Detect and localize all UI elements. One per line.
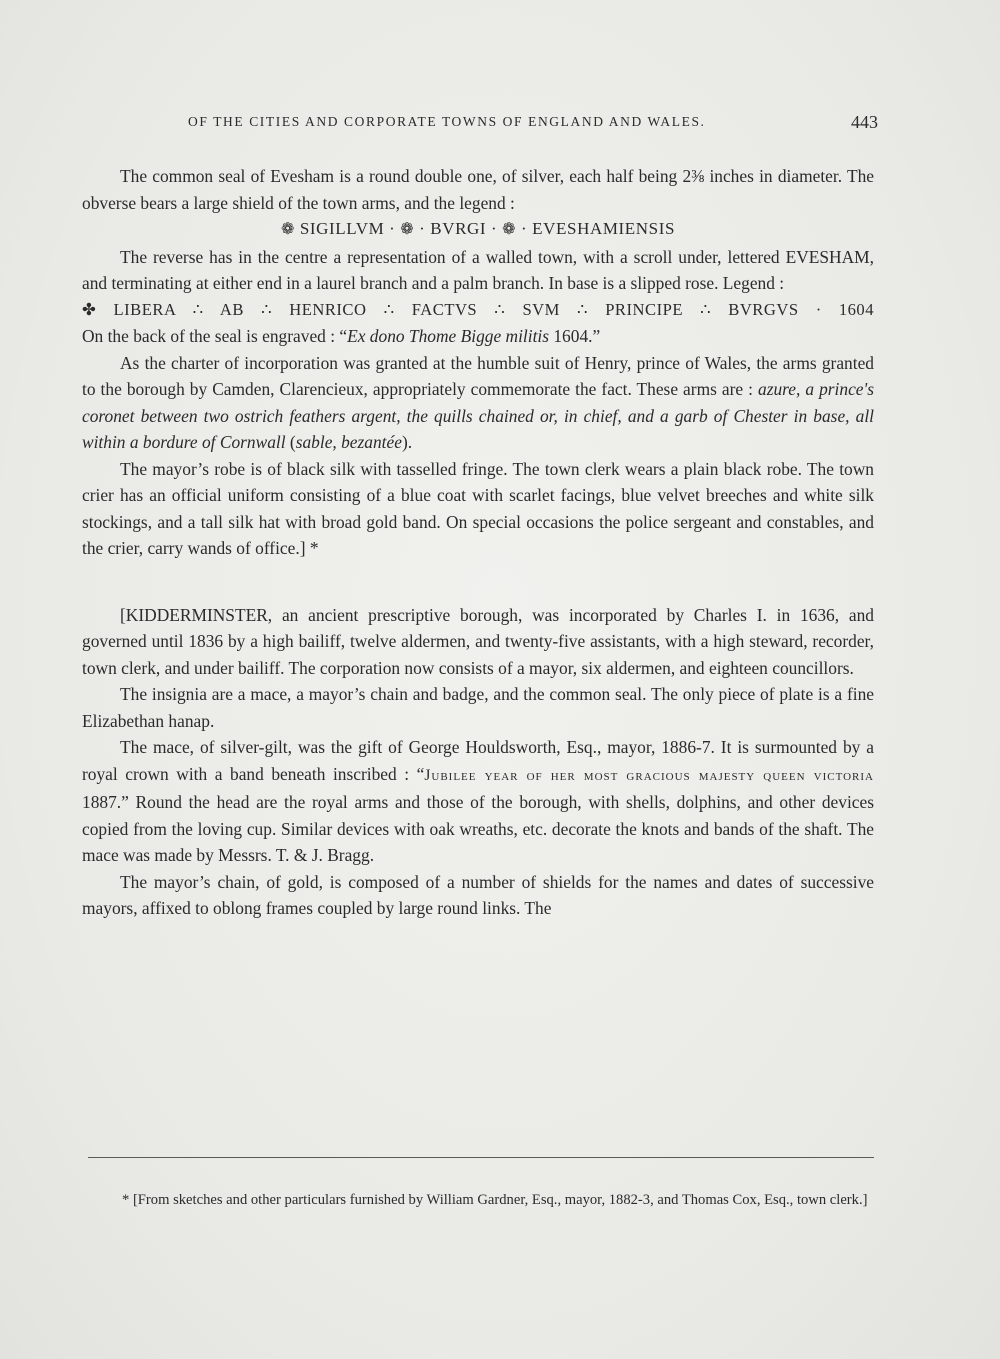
mace-inscription: Jubilee year of her most gracious majesty queen victoria <box>424 766 874 784</box>
robes-paragraph: The mayor’s robe is of black silk with tasselled fringe. The town clerk wears a plain black robe. The town crier has an official uniform consisting of a blue coat with scarlet facings, blue velvet breeches and white silk stockings, and a tall silk hat with broad gold band. On special occasions the police sergeant and constables, and the crier, carry wands of office.] * <box>82 458 874 558</box>
rose-icon: ❁ <box>502 221 517 238</box>
insignia-paragraph: The insignia are a mace, a mayor’s chain and badge, and the common seal. The only piece of plate is a fine Elizabethan hanap. <box>82 684 874 731</box>
rose-icon: ❁ <box>280 221 295 238</box>
obverse-legend: ❁ SIGILLVM · ❁ · BVRGI · ❁ · EVESHAMIENSIS <box>280 219 676 238</box>
footnote-text: * [From sketches and other particulars furnished by William Gardner, Esq., mayor, 1882-3, and Thomas Cox, Esq., town clerk.] <box>122 1192 868 1208</box>
kidderminster-intro: [KIDDERMINSTER, an ancient prescriptive borough, was incorporated by Charles I. in 1636, and governed until 1836 by a high bailiff, twelve aldermen, and twenty-five assistants, with a high steward, recorder, town clerk, and under bailiff. The corporation now consists of a mayor, six aldermen, and eighteen councillors. <box>82 604 874 678</box>
footnote <box>82 1188 874 1212</box>
mace-paragraph: The mace, of silver-gilt, was the gift of George Houldsworth, Esq., mayor, 1886-7. It is surmounted by a royal crown with a band beneath inscribed : “Jubilee year of her most gracious majesty queen victoria 1887.” Round the head are the royal arms and those of the borough, with shells, dolphins, and other devices copied from the loving cup. Similar devices with oak wreaths, etc. decorate the knots and bands of the shaft. The mace was made by Messrs. T. & J. Bragg. <box>82 737 874 865</box>
footnote-divider <box>88 1157 874 1158</box>
rose-icon: ❁ <box>400 221 415 238</box>
reverse-legend: ✤ LIBERA ∴ AB ∴ HENRICO ∴ FACTVS ∴ SVM ∴ PRINCIPE ∴ BVRGVS · 1604 <box>82 299 875 319</box>
page-header <box>188 112 878 136</box>
evesham-seal-intro: The common seal of Evesham is a round double one, of silver, each half being 2⅜ inches in diameter. The obverse bears a large shield of the town arms, and the legend : <box>82 166 875 213</box>
back-engraving: On the back of the seal is engraved : “Ex dono Thome Bigge militis 1604.” <box>82 326 601 346</box>
reverse-description: The reverse has in the centre a representation of a walled town, with a scroll under, lettered EVESHAM, and terminating at either end in a laurel branch and a palm branch. In base is a slipped rose. Legend : <box>82 246 874 293</box>
body-text <box>82 163 874 922</box>
charter-arms: As the charter of incorporation was granted at the humble suit of Henry, prince of Wales, the arms granted to the borough by Camden, Clarencieux, appropriately commemorate the fact. These arms are : azure, a prince's coronet between two ostrich feathers argent, the quills chained or, in chief, and a garb of Chester in base, all within a bordure of Cornwall (sable, bezantée). <box>82 352 874 452</box>
page-number: 443 <box>851 112 878 132</box>
seal-diameter-fraction: 2⅜ <box>682 166 705 186</box>
running-head: OF THE CITIES AND CORPORATE TOWNS OF ENGLAND AND WALES. <box>188 114 706 129</box>
section-gap <box>82 562 874 602</box>
cross-icon: ✤ <box>82 299 97 319</box>
chain-paragraph: The mayor’s chain, of gold, is composed of a number of shields for the names and dates of successive mayors, affixed to oblong frames coupled by large round links. The <box>82 871 874 918</box>
